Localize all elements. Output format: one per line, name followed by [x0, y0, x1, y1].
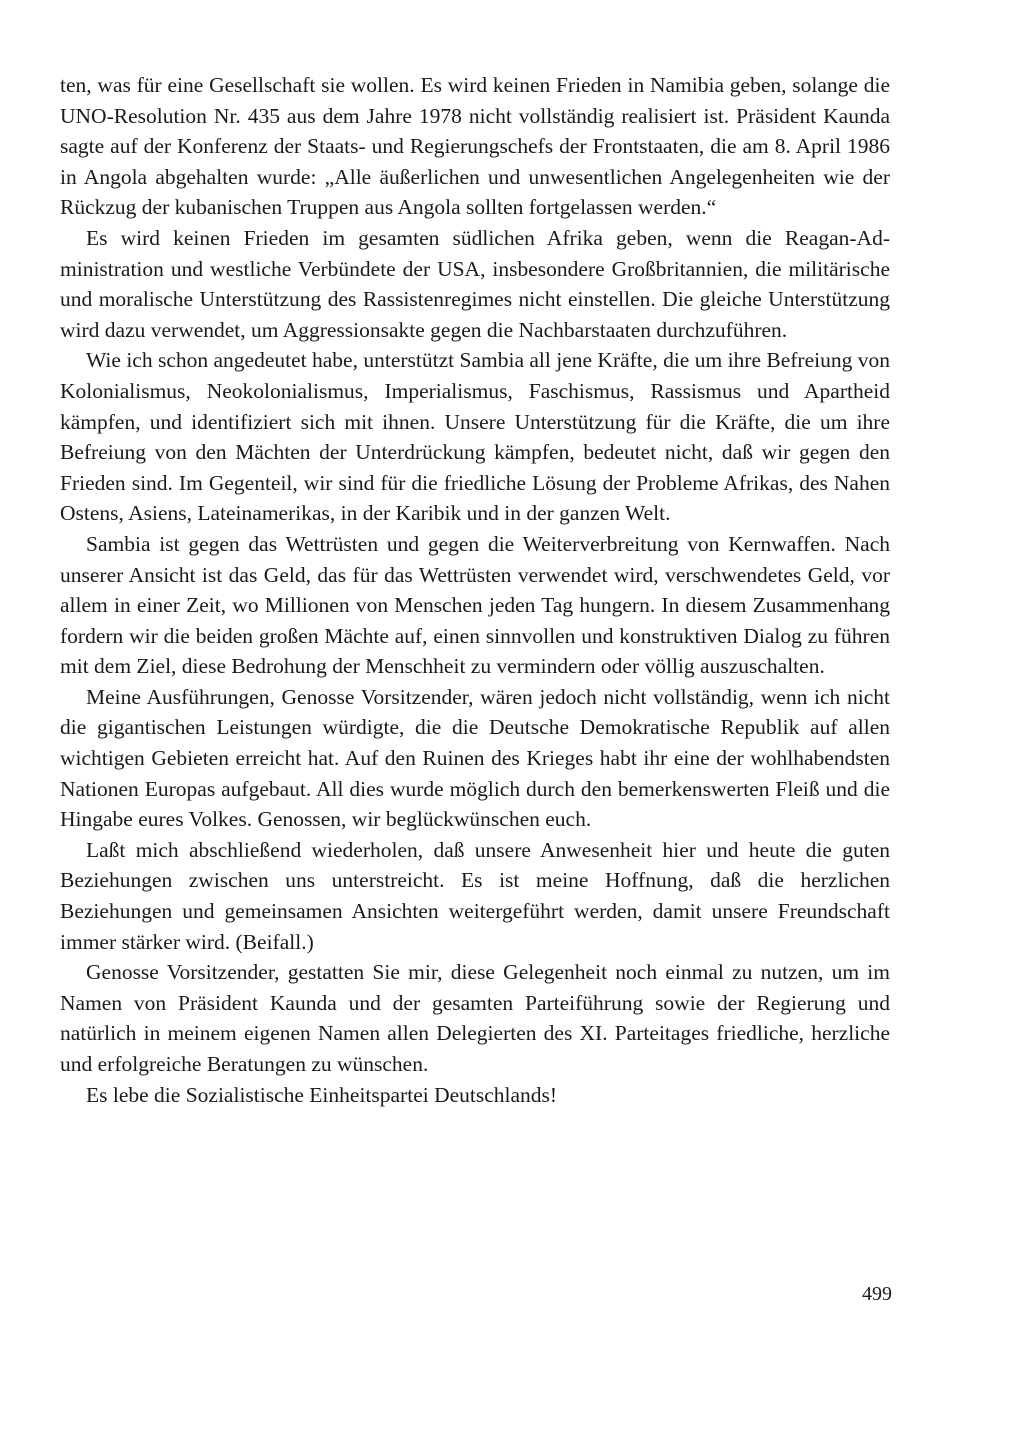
- paragraph-southern-africa: Es wird keinen Frieden im gesamten südlichen Afrika geben, wenn die Reagan-Administration und westliche Verbündete der USA, insbesondere Großbritannien, die militärische und moralische Unterstützung des Rassistenregimes nicht einstellen. Die gleiche Unterstützung wird dazu verwendet, um Aggressionsakte gegen die Nachbarstaaten durchzuführen.: [60, 225, 890, 342]
- paragraph-continuation: ten, was für eine Gesellschaft sie wollen. Es wird keinen Frieden in Namibia geben, solange die UNO-Resolution Nr. 435 aus dem Jahre 1978 nicht vollständig realisiert ist. Präsident Kaunda sagte auf der Konferenz der Staats- und Regierungschefs der Frontstaaten, die am 8. April 1986 in Angola abgehalten wurde: „Alle äußerlichen und unwesentlichen Angelegenheiten wie der Rückzug der kubanischen Truppen aus Angola sollten fortgelassen werden.“: [60, 73, 890, 220]
- paragraph-arms-race: Sambia ist gegen das Wettrüsten und gegen die Weiterverbreitung von Kernwaffen. Nach unserer Ansicht ist das Geld, das für das Wettrüsten verwendet wird, verschwendetes Geld, vor allem in einer Zeit, wo Millionen von Menschen jeden Tag hungern. In diesem Zusammenhang fordern wir die beiden großen Mächte auf, einen sinnvollen und konstruktiven Dialog zu führen mit dem Ziel, diese Bedrohung der Menschheit zu vermindern oder völlig auszuschalten.: [60, 531, 890, 679]
- paragraph-gdr-achievements: Meine Ausführungen, Genosse Vorsitzender, wären jedoch nicht vollständig, wenn ich nicht die gigantischen Leistungen würdigte, die die Deutsche Demokratische Republik auf allen wichtigen Gebieten erreicht hat. Auf den Ruinen des Krieges habt ihr eine der wohlhabendsten Nationen Europas aufgebaut. All dies wurde möglich durch den bemerkenswerten Fleiß und die Hingabe eures Volkes. Genossen, wir beglückwünschen euch.: [60, 684, 890, 832]
- paragraph-liberation-support: Wie ich schon angedeutet habe, unterstützt Sambia all jene Kräfte, die um ihre Befreiung von Kolonialismus, Neokolonialismus, Imperialismus, Faschismus, Rassismus und Apartheid kämpfen, und identifiziert sich mit ihnen. Unsere Unterstützung für die Kräfte, die um ihre Befreiung von den Mächten der Unterdrückung kämpfen, bedeutet nicht, daß wir gegen den Frieden sind. Im Gegenteil, wir sind für die friedliche Lösung der Probleme Afrikas, des Nahen Ostens, Asiens, Lateinamerikas, in der Karibik und in der ganzen Welt.: [60, 348, 890, 526]
- paragraph-long-live: Es lebe die Sozialistische Einheitspartei Deutschlands!: [86, 1082, 558, 1107]
- page-number: 499: [862, 1283, 892, 1305]
- paragraph-closing-relations: Laßt mich abschließend wiederholen, daß unsere Anwesenheit hier und heute die guten Beziehungen zwischen uns unterstreicht. Es ist meine Hoffnung, daß die herzlichen Beziehungen und gemeinsamen Ansichten weitergeführt werden, damit unsere Freundschaft immer stärker wird. (Beifall.): [60, 837, 890, 954]
- body-text: [60, 70, 890, 1110]
- paragraph-congress-wishes: Genosse Vorsitzender, gestatten Sie mir, diese Gelegenheit noch einmal zu nutzen, um im Namen von Präsident Kaunda und der gesamten Parteiführung sowie der Regierung und natürlich in meinem eigenen Namen allen Delegierten des XI. Parteitages friedliche, herzliche und erfolgreiche Beratungen zu wünschen.: [60, 960, 890, 1076]
